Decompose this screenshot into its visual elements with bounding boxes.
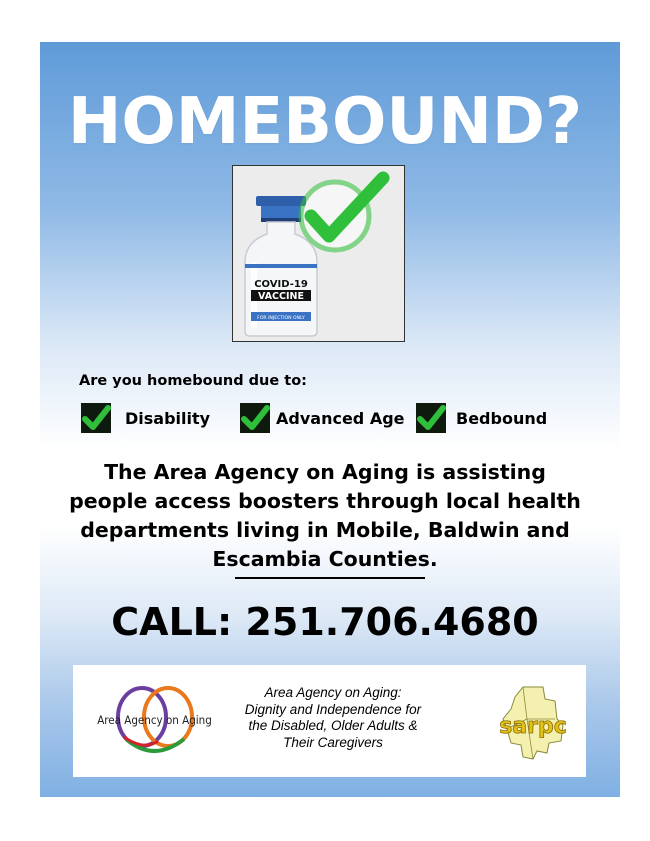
vial-label-small: FOR INJECTION ONLY [257,316,305,321]
vial-label-line1: COVID-19 [254,279,308,290]
footer [73,665,586,777]
divider [235,577,425,579]
condition-bedbound [416,403,547,433]
logo-text: Area Agency on Aging [97,713,212,727]
announcement-line: people access boosters through local health [69,489,581,513]
condition-advanced-age [240,403,405,433]
area-agency-logo [82,681,227,761]
call-phone-number[interactable]: CALL: 251.706.4680 [111,600,539,644]
announcement-line: Escambia Counties. [212,547,438,571]
vial-label-line2: VACCINE [258,291,304,302]
checkbox-checked-icon [240,403,270,433]
sarpc-map-icon [493,679,573,765]
tagline-line: Their Caregivers [283,734,383,750]
homebound-question: Are you homebound due to: [79,373,307,389]
checkbox-checked-icon [81,403,111,433]
vaccine-vial-icon [233,166,406,343]
vaccine-image [232,165,405,342]
sarpc-logo-text: sarpc [499,714,567,739]
announcement-line: departments living in Mobile, Baldwin and [80,518,570,542]
checkbox-checked-icon [416,403,446,433]
headline: HOMEBOUND? [67,85,583,159]
condition-label: Bedbound [456,408,548,428]
announcement-line: The Area Agency on Aging is assisting [104,460,546,484]
tagline-line: Area Agency on Aging: [264,685,402,700]
announcement-text [60,458,590,574]
tagline-line: Dignity and Independence for [244,701,422,717]
sarpc-logo [493,679,573,765]
condition-label: Disability [125,408,211,428]
tagline-line: the Disabled, Older Adults & [248,718,418,733]
tagline [233,685,433,751]
condition-label: Advanced Age [276,408,405,428]
condition-disability [81,403,210,433]
